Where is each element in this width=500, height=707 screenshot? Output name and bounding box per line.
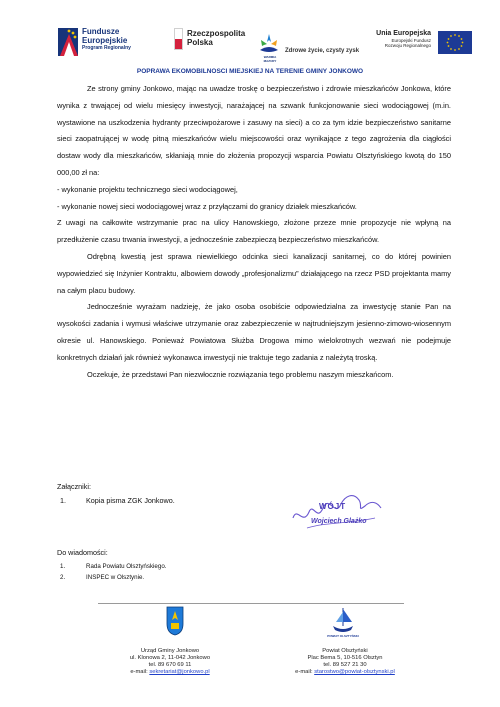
jonkowo-crest-icon [166, 606, 184, 636]
footer-address-powiat [270, 648, 420, 676]
attachments-heading: Załączniki: [57, 482, 91, 491]
region-emblem-caption [253, 56, 287, 63]
fe-line1: Fundusze [82, 27, 120, 36]
stamp-name: Wojciech Glażko [311, 518, 367, 525]
footer-left-line2: ul. Klonowa 2, 11-042 Jonkowo [129, 655, 211, 661]
footer-right-line3: tel. 89 527 21 30 [323, 662, 367, 668]
ue-line1: Unia Europejska [376, 30, 431, 37]
bullet-1: - wykonanie projektu technicznego sieci wodociągowej, [57, 184, 238, 194]
document-title: POPRAWA EKOMOBILNOSCI MIEJSKIEJ NA TERENIE GMINY JONKOWO [136, 68, 364, 75]
footer-left-line3: tel. 89 670 69 11 [148, 662, 192, 668]
rp-line2: Polska [187, 38, 213, 47]
region-caption-line2: MAZURY [263, 58, 277, 63]
rzeczpospolita-polska-text [187, 29, 245, 47]
recipient-item: Rada Powiatu Olsztyńskiego. [86, 563, 167, 570]
stamp-title: WÓJT [319, 502, 347, 511]
region-caption-line1: WARMIA [263, 55, 277, 59]
powiat-crest-caption: POWIAT OLSZTYŃSKI [327, 634, 359, 638]
recipient-item: INSPEC w Olsztynie. [86, 574, 145, 581]
footer-divider [98, 603, 404, 604]
paragraph-4: Jednocześnie wyrażam nadzieję, że jako osoba osobiście odpowiedzialna za inwestycję stanie Pan na wysokości zadania i wymusi właściwe utrzymanie oraz zabezpieczenie w najtrudniejszym jesienno-zimowo-wiosennym okresie ul. Hanowskiego. Ponieważ Powiatowa Służba Drogowa mimo wielokrotnych wezwań nie podejmuje konkretnych działań jak również wykonawca inwestycji nie traktuje tego zadania z należytą troską. [57, 302, 451, 362]
unia-europejska-text [375, 30, 431, 49]
footer-right-email-row [270, 669, 420, 676]
email-link-jonkowo[interactable]: sekretariat@jonkowo.pl [149, 669, 210, 675]
paragraph-3: Odrębną kwestią jest sprawa niewielkiego odcinka sieci kanalizacji sanitarnej, co do której powinien wypowiedzieć się Inżynier Kontraktu, albowiem dowody „profesjonalizmu” działającego na rzecz PSD projektanta mamy na całym placu budowy. [57, 251, 451, 295]
footer-right-line1: Powiat Olsztyński [322, 648, 368, 654]
footer-left-line1: Urząd Gminy Jonkowo [140, 648, 200, 654]
attachment-number: 1. [60, 496, 66, 505]
ue-line2: Europejski Fundusz [391, 37, 431, 43]
letter-body [57, 81, 451, 383]
recipient-number: 2. [60, 574, 66, 581]
unia-europejska-logo [375, 28, 495, 62]
fe-line3: Program Regionalny [82, 45, 131, 51]
polish-flag-icon [174, 28, 183, 50]
recipients-heading: Do wiadomości: [57, 548, 108, 557]
footer-left-email-row [95, 669, 245, 676]
email-label: e-mail: [295, 669, 315, 675]
rzeczpospolita-polska-logo [174, 28, 254, 58]
fundusze-europejskie-text [82, 28, 131, 52]
recipient-number: 1. [60, 563, 66, 570]
signature-stamp [287, 488, 387, 538]
footer-address-jonkowo [95, 648, 245, 676]
signature-scribble [287, 488, 387, 538]
bullet-2: - wykonanie nowej sieci wodociągowej wraz z przyłączami do granicy działek mieszkańców. [57, 201, 357, 211]
eu-flag-icon [438, 31, 472, 54]
email-label: e-mail: [130, 669, 150, 675]
motto-text: Zdrowe życie, czysty zysk [285, 48, 360, 54]
attachment-item: Kopia pisma ZGK Jonkowo. [86, 496, 175, 505]
fe-line2: Europejskie [82, 35, 128, 45]
rp-line1: Rzeczpospolita [187, 29, 246, 38]
footer-right-line2: Plac Bema 5, 10-516 Olsztyn [307, 655, 383, 661]
paragraph-2: Z uwagi na całkowite wstrzymanie prac na ulicy Hanowskiego, złożone przeze mnie propozycje nie wpłyną na przedłużenie czasu trwania inwestycji, a jednocześnie zabezpieczą bezpieczeństwo mieszkańców. [57, 218, 451, 245]
ue-line3: Rozwoju Regionalnego [384, 43, 431, 48]
fundusze-europejskie-logo [58, 26, 168, 62]
email-link-powiat[interactable]: starostwo@powiat-olsztynski.pl [314, 669, 395, 675]
paragraph-5: Oczekuje, że przedstawi Pan niezwłocznie rozwiązania tego problemu naszym mieszkańcom. [87, 369, 394, 379]
paragraph-1: Ze strony gminy Jonkowo, mając na uwadze troskę o bezpieczeństwo i zdrowie mieszkańców Jonkowa, które wynika z trwającej od wielu miesięcy inwestycji, narażającej na szwank funkcjonowanie sieci wodociągowej (m.in. wystawione na uszkodzenia hydranty przeciwpożarowe i zasuwy na sieci) a co za tym idzie bezpieczeństwo sanitarne sieci zaopatrującej w wodę pitną mieszkańców wielu miejscowości oraz wynikające z tego zagrożenia dla ciągłości dostaw wody dla mieszkańców, skłaniają mnie do złożenia propozycji wsparcia Powiatu Olsztyńskiego kwotą do 150 000,00 zł na: [57, 84, 451, 177]
eu-funds-stars-icon [58, 28, 78, 56]
